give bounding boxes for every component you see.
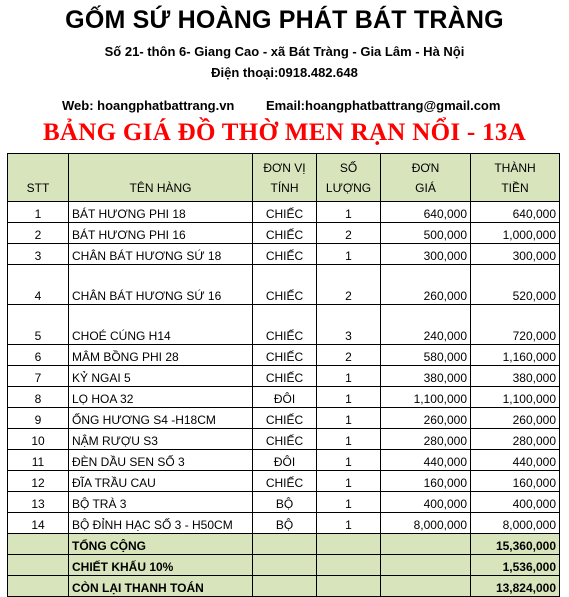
cell-qty: 3 [317,305,381,345]
cell-stt: 6 [8,345,69,366]
cell-name: CHÂN BÁT HƯƠNG SỨ 18 [69,244,253,265]
cell-qty: 1 [317,387,381,408]
cell-unit: CHIẾC [253,265,317,305]
summary-blank-cell [381,576,471,597]
cell-total: 640,000 [471,202,560,223]
cell-stt: 11 [8,450,69,471]
header-price-line1: ĐƠN [411,160,440,175]
cell-unit: CHIẾC [253,305,317,345]
summary-blank-cell [381,555,471,576]
table-row [8,429,560,450]
cell-price: 160,000 [381,471,471,492]
cell-price: 440,000 [381,450,471,471]
cell-total: 1,000,000 [471,223,560,244]
cell-stt: 12 [8,471,69,492]
cell-price: 240,000 [381,305,471,345]
cell-name: ĐĨA TRẦU CAU [69,471,253,492]
table-row [8,223,560,244]
cell-stt: 14 [8,513,69,534]
cell-total: 160,000 [471,471,560,492]
cell-unit: BỘ [253,513,317,534]
total-label: TỔNG CỘNG [69,534,253,555]
table-row [8,387,560,408]
cell-name: MÂM BỒNG PHI 28 [69,345,253,366]
cell-name: BÁT HƯƠNG PHI 18 [69,202,253,223]
cell-unit: CHIẾC [253,202,317,223]
cell-name: KỶ NGAI 5 [69,366,253,387]
cell-price: 1,100,000 [381,387,471,408]
cell-qty: 1 [317,429,381,450]
cell-total: 380,000 [471,366,560,387]
header-unit [253,154,317,202]
cell-name: BÁT HƯƠNG PHI 16 [69,223,253,244]
cell-qty: 2 [317,265,381,305]
table-row [8,305,560,345]
table-row [8,366,560,387]
cell-price: 580,000 [381,345,471,366]
cell-name: NẬM RƯỢU S3 [69,429,253,450]
cell-total: 1,160,000 [471,345,560,366]
summary-blank-cell [8,576,69,597]
summary-blank-cell [317,576,381,597]
table-row [8,513,560,534]
header-stt: STT [8,154,69,202]
cell-total: 280,000 [471,429,560,450]
cell-qty: 1 [317,450,381,471]
cell-unit: CHIẾC [253,345,317,366]
cell-name: ĐÈN DẦU SEN SỐ 3 [69,450,253,471]
cell-stt: 5 [8,305,69,345]
remaining-row [8,576,560,597]
summary-blank-cell [253,555,317,576]
cell-total: 300,000 [471,244,560,265]
cell-total: 440,000 [471,450,560,471]
cell-name: CHÂN BÁT HƯƠNG SỨ 16 [69,265,253,305]
total-value: 15,360,000 [471,534,560,555]
cell-total: 260,000 [471,408,560,429]
cell-price: 260,000 [381,265,471,305]
cell-price: 260,000 [381,408,471,429]
header-price [381,154,471,202]
header-qty-line1: SỐ [339,160,358,175]
cell-stt: 7 [8,366,69,387]
summary-blank-cell [381,534,471,555]
summary-blank-cell [317,555,381,576]
cell-price: 8,000,000 [381,513,471,534]
cell-qty: 2 [317,223,381,244]
cell-total: 520,000 [471,265,560,305]
summary-blank-cell [253,534,317,555]
cell-qty: 1 [317,513,381,534]
cell-qty: 1 [317,366,381,387]
cell-price: 380,000 [381,366,471,387]
table-row [8,471,560,492]
cell-qty: 1 [317,408,381,429]
remaining-value: 13,824,000 [471,576,560,597]
cell-stt: 4 [8,265,69,305]
price-list-title: BẢNG GIÁ ĐỒ THỜ MEN RẠN NỔI - 13A [42,119,527,146]
cell-unit: ĐÔI [253,387,317,408]
cell-stt: 9 [8,408,69,429]
table-row [8,202,560,223]
cell-total: 720,000 [471,305,560,345]
cell-stt: 1 [8,202,69,223]
cell-total: 8,000,000 [471,513,560,534]
cell-unit: CHIẾC [253,244,317,265]
summary-blank-cell [253,576,317,597]
cell-total: 400,000 [471,492,560,513]
header-total-line2: TIỀN [501,180,529,195]
remaining-label: CÒN LẠI THANH TOÁN [69,576,253,597]
total-row [8,534,560,555]
company-name: GỐM SỨ HOÀNG PHÁT BÁT TRÀNG [65,6,504,34]
cell-name: ỐNG HƯƠNG S4 -H18CM [69,408,253,429]
table-row [8,450,560,471]
cell-stt: 2 [8,223,69,244]
cell-qty: 1 [317,244,381,265]
header-name: TÊN HÀNG [69,154,253,202]
cell-unit: ĐÔI [253,450,317,471]
cell-stt: 3 [8,244,69,265]
website-text: Web: hoangphatbattrang.vn [62,98,235,113]
summary-blank-cell [8,534,69,555]
cell-price: 280,000 [381,429,471,450]
cell-unit: CHIẾC [253,366,317,387]
table-row [8,244,560,265]
header-qty [317,154,381,202]
cell-price: 400,000 [381,492,471,513]
table-row [8,345,560,366]
cell-price: 500,000 [381,223,471,244]
cell-unit: CHIẾC [253,408,317,429]
cell-name: BỘ ĐỈNH HẠC SỐ 3 - H50CM [69,513,253,534]
header-total-line1: THÀNH [494,160,536,175]
cell-unit: BỘ [253,492,317,513]
table-row [8,408,560,429]
header-total [471,154,560,202]
cell-stt: 8 [8,387,69,408]
cell-unit: CHIẾC [253,429,317,450]
cell-unit: CHIẾC [253,471,317,492]
header-qty-line2: LƯỢNG [325,180,372,195]
header-unit-line2: TÍNH [270,180,299,195]
table-header-row [8,154,560,202]
table-row [8,265,560,305]
cell-qty: 1 [317,202,381,223]
cell-unit: CHIẾC [253,223,317,244]
cell-qty: 1 [317,471,381,492]
cell-name: LỌ HOA 32 [69,387,253,408]
cell-name: CHOÉ CÚNG H14 [69,305,253,345]
discount-label: CHIẾT KHẤU 10% [69,555,253,576]
cell-stt: 10 [8,429,69,450]
cell-total: 1,100,000 [471,387,560,408]
cell-price: 640,000 [381,202,471,223]
cell-qty: 2 [317,345,381,366]
header-price-line2: GIÁ [415,180,436,195]
email-text: Email:hoangphatbattrang@gmail.com [266,98,501,113]
discount-row [8,555,560,576]
cell-stt: 13 [8,492,69,513]
discount-value: 1,536,000 [471,555,560,576]
cell-qty: 1 [317,492,381,513]
summary-blank-cell [317,534,381,555]
cell-name: BỘ TRÀ 3 [69,492,253,513]
summary-blank-cell [8,555,69,576]
header-unit-line1: ĐƠN VỊ [263,160,306,175]
price-table [7,153,560,597]
company-phone: Điện thoại:0918.482.648 [211,65,358,80]
table-row [8,492,560,513]
cell-price: 300,000 [381,244,471,265]
company-address: Số 21- thôn 6- Giang Cao - xã Bát Tràng - Gia Lâm - Hà Nội [104,44,465,59]
